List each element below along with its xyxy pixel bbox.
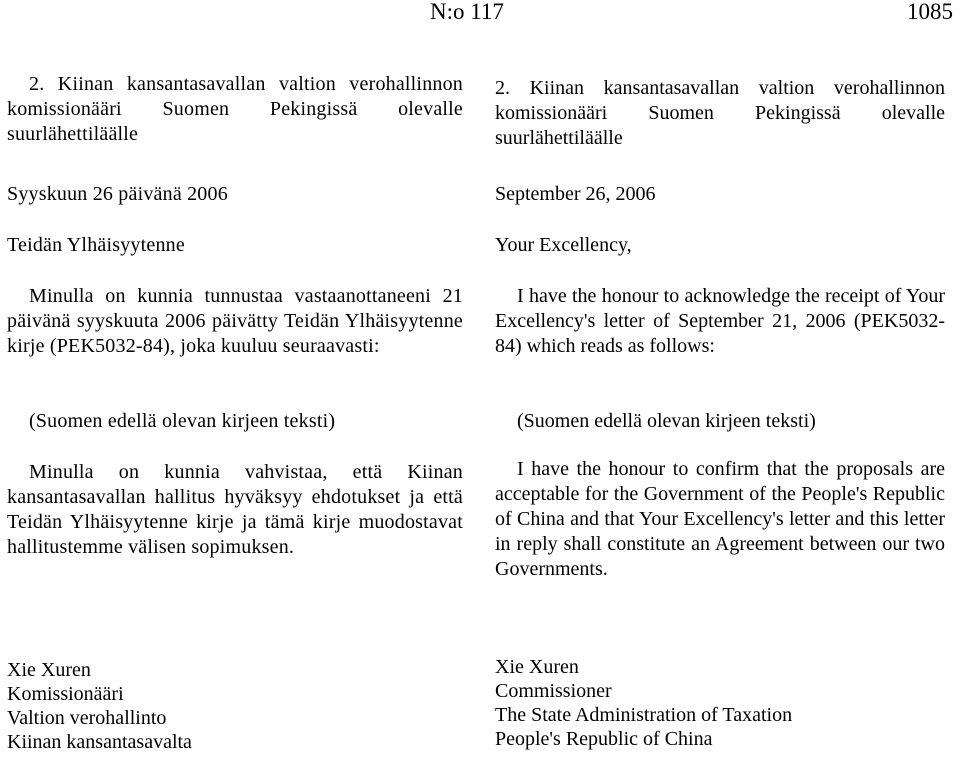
finnish-salutation: Teidän Ylhäisyytenne (7, 234, 185, 256)
english-paragraph-2: I have the honour to confirm that the proposals are acceptable for the Government of the People's Republic of China and that Your Excellency's letter and this letter in reply shall constitute an Agreement between our two Governments. (495, 458, 945, 580)
finnish-date: Syyskuun 26 päivänä 2006 (7, 183, 228, 205)
page-number: 1085 (907, 0, 953, 24)
english-heading: 2. Kiinan kansantasavallan valtion verohallinnon komissionääri Suomen Pekingissä olevalle suurlähettiläälle (495, 77, 945, 149)
english-paragraph-1: I have the honour to acknowledge the receipt of Your Excellency's letter of September 21, 2006 (PEK5032-84) which reads as follows: (495, 285, 945, 357)
english-salutation: Your Excellency, (495, 234, 632, 256)
signature-organization: The State Administration of Taxation (495, 704, 793, 726)
signature-name: Xie Xuren (7, 659, 91, 681)
signature-organization: Valtion verohallinto (7, 707, 167, 729)
signature-country: People's Republic of China (495, 728, 713, 750)
finnish-paragraph-1: Minulla on kunnia tunnustaa vastaanottaneeni 21 päivänä syyskuuta 2006 päivätty Teidän Ylhäisyytenne kirje (PEK5032-84), joka kuuluu seuraavasti: (7, 285, 463, 357)
signature-country: Kiinan kansantasavalta (7, 731, 192, 753)
finnish-quoted-text: (Suomen edellä olevan kirjeen teksti) (29, 410, 336, 432)
signature-title: Commissioner (495, 680, 612, 702)
signature-name: Xie Xuren (495, 656, 579, 678)
finnish-signature (7, 658, 192, 754)
english-signature (495, 655, 792, 751)
signature-title: Komissionääri (7, 683, 124, 705)
english-date: September 26, 2006 (495, 183, 656, 205)
finnish-heading: 2. Kiinan kansantasavallan valtion verohallinnon komissionääri Suomen Pekingissä olevalle suurlähettiläälle (7, 73, 463, 145)
finnish-paragraph-2: Minulla on kunnia vahvistaa, että Kiinan kansantasavallan hallitus hyväksyy ehdotukset ja että Teidän Ylhäisyytenne kirje ja tämä kirje muodostavat hallitustemme välisen sopimuksen. (7, 461, 463, 558)
document-number: N:o 117 (430, 0, 504, 24)
english-quoted-text: (Suomen edellä olevan kirjeen teksti) (517, 410, 816, 432)
